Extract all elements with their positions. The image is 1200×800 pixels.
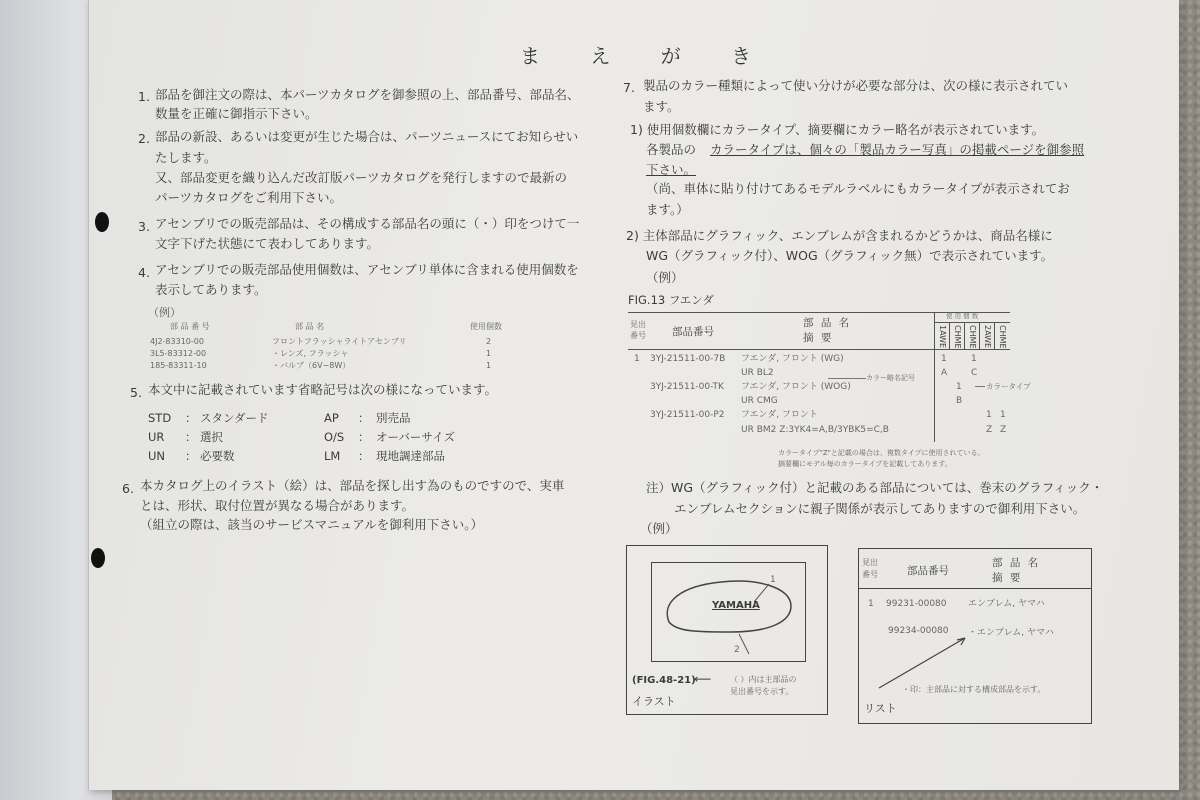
fig13-row-1-qty: 1 bbox=[941, 354, 947, 364]
fig13-row-2-qty: A bbox=[941, 368, 948, 378]
example-row-1-part: 4J2-83310-00 bbox=[150, 337, 204, 346]
list-row-1-part: 99231-00080 bbox=[886, 599, 947, 609]
fig13-sub-divider-4 bbox=[994, 322, 995, 349]
abbr-3-code: UR bbox=[148, 430, 165, 444]
fig13-h-name-2: 摘 要 bbox=[803, 332, 834, 344]
note-line-1: 注）WG（グラフィック付）と記載のある部品については、巻末のグラフィック・ bbox=[646, 480, 1104, 495]
callout-1: 1 bbox=[770, 575, 776, 585]
sub2-line-2: WG（グラフィック付）、WOG（グラフィック無）で表示されています。 bbox=[646, 248, 1054, 263]
list-h-no-2: 番号 bbox=[862, 570, 878, 579]
item-3-line-2: 文字下げた状態にて表わしてあります。 bbox=[155, 236, 380, 251]
fig13-row-1-name: フエンダ, フロント (WG) bbox=[741, 354, 844, 364]
callout-2: 2 bbox=[734, 645, 740, 655]
page-title: ま え が き bbox=[520, 44, 774, 68]
binding-hole-bottom bbox=[91, 548, 105, 568]
sub1-line-2b: カラータイプは、個々の「製品カラー写真」の掲載ページを御参照 bbox=[710, 142, 1085, 157]
abbr-6-colon: ： bbox=[358, 449, 370, 463]
list-note: ・印：主部品に対する構成部品を示す。 bbox=[902, 685, 1046, 694]
item-2-line-4: パーツカタログをご利用下さい。 bbox=[155, 190, 343, 205]
fig13-h-col-5: CHME bbox=[998, 325, 1007, 349]
fig13-row-6-qty: Z bbox=[986, 425, 993, 435]
item-2-line-3: 又、部品変更を織り込んだ改訂版パーツカタログを発行しますので最新の bbox=[155, 170, 568, 185]
color-code-note: カラー略名記号 bbox=[866, 374, 915, 382]
item-4-line-2: 表示してあります。 bbox=[155, 282, 267, 297]
binding-hole-top bbox=[95, 212, 109, 232]
fig13-h-col-1: 1AWE bbox=[938, 325, 947, 349]
list-h-name-2: 摘 要 bbox=[992, 572, 1023, 584]
item-5-line-1: 本文中に記載されています省略記号は次の様になっています。 bbox=[148, 382, 498, 397]
fig13-h-part: 部品番号 bbox=[672, 326, 714, 338]
fig-note-1: （ ）内は主部品の bbox=[730, 675, 797, 684]
item-3-num: 3. bbox=[138, 219, 150, 234]
fig13-row-4-qty: B bbox=[956, 396, 963, 406]
fig13-h-no-2: 番号 bbox=[630, 331, 646, 340]
abbr-1-meaning: スタンダード bbox=[200, 411, 269, 425]
sub1-line-1: 1) 使用個数欄にカラータイプ、摘要欄にカラー略名が表示されています。 bbox=[630, 122, 1045, 137]
sub2-example: （例） bbox=[646, 270, 684, 285]
fig13-h-col-3: CHME bbox=[968, 325, 977, 349]
example-row-1-qty: 2 bbox=[486, 337, 492, 346]
list-row-2-name: ・エンブレム, ヤマハ bbox=[968, 628, 1054, 638]
example-label-right: （例） bbox=[640, 521, 678, 536]
fig13-row-5-qty: 1 bbox=[986, 410, 992, 420]
list-row-1-name: エンブレム, ヤマハ bbox=[968, 599, 1045, 609]
fig13-row-2-name: UR BL2 bbox=[741, 368, 774, 378]
abbr-2-colon: ： bbox=[358, 411, 370, 425]
list-h-no-1: 見出 bbox=[862, 558, 878, 567]
list-pointer-arrow bbox=[875, 632, 975, 692]
fig13-row-1-no: 1 bbox=[634, 354, 640, 364]
fig13-h-no-1: 見出 bbox=[630, 320, 646, 329]
fig13-h-name-1: 部 品 名 bbox=[803, 317, 852, 329]
fig13-row-3-name: フエンダ, フロント (WOG) bbox=[741, 382, 851, 392]
item-3-line-1: アセンブリでの販売部品は、その構成する部品名の頭に（・）印をつけて一 bbox=[155, 216, 580, 231]
example-row-2-part: 3L5-83312-00 bbox=[150, 349, 207, 358]
note-line-2: エンブレムセクションに親子関係が表示してありますので御利用下さい。 bbox=[674, 501, 1086, 516]
list-label: リスト bbox=[864, 702, 897, 715]
fig13-col-divider bbox=[934, 312, 935, 442]
item-7-num: 7. bbox=[623, 80, 635, 95]
sub1-line-5: ます。） bbox=[646, 202, 689, 217]
fig13-row-6-name: UR BM2 Z:3YK4=A,B/3YBK5=C,B bbox=[741, 425, 889, 435]
item-7-line-2: ます。 bbox=[643, 99, 680, 114]
abbr-5-code: UN bbox=[148, 449, 166, 463]
item-1-num: 1. bbox=[138, 89, 150, 104]
arrow-icon: ⟵ bbox=[694, 672, 712, 686]
fig13-row-3-part: 3YJ-21511-00-TK bbox=[650, 382, 724, 392]
item-6-line-3: （組立の際は、該当のサービスマニュアルを御利用下さい。） bbox=[140, 517, 484, 532]
fig13-sub-divider-1 bbox=[949, 322, 950, 349]
example-header-name: 部 品 名 bbox=[295, 322, 325, 331]
example-row-3-qty: 1 bbox=[486, 361, 492, 370]
sub1-line-3: 下さい。 bbox=[646, 162, 697, 177]
item-5-num: 5. bbox=[130, 385, 142, 400]
color-type-leader bbox=[975, 386, 985, 387]
item-6-line-2: とは、形状、取付位置が異なる場合があります。 bbox=[140, 498, 415, 513]
abbr-3-colon: ： bbox=[185, 430, 197, 444]
example-header-qty: 使用個数 bbox=[470, 322, 502, 331]
tank-drawing bbox=[651, 562, 811, 662]
abbr-1-code: STD bbox=[148, 411, 172, 425]
example-header-part: 部 品 番 号 bbox=[170, 322, 210, 331]
fig13-h-col-4: 2AWE bbox=[983, 325, 992, 349]
item-7-line-1: 製品のカラー種類によって使い分けが必要な部分は、次の様に表示されてい bbox=[643, 78, 1069, 93]
item-2-line-2: たします。 bbox=[155, 150, 217, 165]
fig13-sub-divider-3 bbox=[979, 322, 980, 349]
fig13-header-rule bbox=[628, 349, 1010, 350]
fig13-row-5-qty2: 1 bbox=[1000, 410, 1006, 420]
abbr-6-meaning: 現地調達部品 bbox=[376, 449, 445, 463]
item-1-line-2: 数量を正確に御指示下さい。 bbox=[155, 106, 318, 121]
item-2-num: 2. bbox=[138, 131, 150, 146]
fig13-sub-divider-2 bbox=[964, 322, 965, 349]
abbr-6-code: LM bbox=[324, 449, 341, 463]
fig13-row-2-qty2: C bbox=[971, 368, 978, 378]
fig13-row-5-name: フエンダ, フロント bbox=[741, 410, 818, 420]
example-row-2-name: ・レンズ, フラッシャ bbox=[272, 349, 349, 358]
abbr-5-colon: ： bbox=[185, 449, 197, 463]
color-code-leader bbox=[828, 378, 866, 379]
item-6-num: 6. bbox=[122, 481, 134, 496]
color-type-note: カラータイプ bbox=[986, 382, 1031, 391]
list-row-2-part: 99234-00080 bbox=[888, 626, 949, 636]
abbr-2-code: AP bbox=[324, 411, 339, 425]
fig13-row-6-qty2: Z bbox=[1000, 425, 1007, 435]
fig13-h-col-2: CHME bbox=[953, 325, 962, 349]
item-4-line-1: アセンブリでの販売部品使用個数は、アセンブリ単体に含まれる使用個数を bbox=[155, 262, 579, 277]
fig13-row-1-part: 3YJ-21511-00-7B bbox=[650, 354, 726, 364]
example-row-3-name: ・バルブ（6V−8W） bbox=[272, 361, 351, 370]
list-h-name-1: 部 品 名 bbox=[992, 557, 1041, 569]
fig13-row-3-qty: 1 bbox=[956, 382, 962, 392]
example-row-2-qty: 1 bbox=[486, 349, 492, 358]
example-label-left: （例） bbox=[148, 306, 181, 319]
list-header-rule bbox=[858, 588, 1092, 589]
sub1-line-2a: 各製品の bbox=[646, 142, 697, 157]
sub2-line-1: 2) 主体部品にグラフィック、エンブレムが含まれるかどうかは、商品名様に bbox=[626, 228, 1053, 243]
fig13-footnote-2: 摘要欄にモデル毎のカラータイプを記載してあります。 bbox=[778, 460, 952, 468]
sub1-line-4: （尚、車体に貼り付けてあるモデルラベルにもカラータイプが表示されてお bbox=[646, 181, 1070, 196]
item-6-line-1: 本カタログ上のイラスト（絵）は、部品を探し出す為のものですので、実車 bbox=[140, 478, 565, 493]
fig13-row-5-part: 3YJ-21511-00-P2 bbox=[650, 410, 725, 420]
abbr-4-meaning: オーバーサイズ bbox=[376, 430, 456, 444]
abbr-4-colon: ： bbox=[358, 430, 370, 444]
abbr-3-meaning: 選択 bbox=[200, 430, 223, 444]
item-2-line-1: 部品の新設、あるいは変更が生じた場合は、パーツニュースにてお知らせい bbox=[155, 129, 579, 144]
fig13-row-4-name: UR CMG bbox=[741, 396, 778, 406]
abbr-4-code: O/S bbox=[324, 430, 345, 444]
fig-reference: (FIG.48-21) bbox=[632, 675, 696, 686]
fig13-title: FIG.13 フエンダ bbox=[628, 293, 714, 307]
fig13-row-1-qty2: 1 bbox=[971, 354, 977, 364]
list-h-part: 部品番号 bbox=[907, 565, 949, 577]
example-row-3-part: 185-83311-10 bbox=[150, 361, 207, 370]
abbr-5-meaning: 必要数 bbox=[200, 449, 235, 463]
illustration-label: イラスト bbox=[632, 695, 676, 708]
abbr-1-colon: ： bbox=[185, 411, 197, 425]
fig-note-2: 見出番号を示す。 bbox=[730, 687, 794, 696]
fig13-footnote-1: カラータイプ"Z"と記載の場合は、複数タイプに使用されている。 bbox=[778, 449, 985, 457]
example-row-1-name: フロントフラッシャライトアセンブリ bbox=[272, 337, 407, 346]
list-row-1-no: 1 bbox=[868, 599, 874, 609]
abbr-2-meaning: 別売品 bbox=[376, 411, 411, 425]
item-4-num: 4. bbox=[138, 265, 150, 280]
item-1-line-1: 部品を御注文の際は、本パーツカタログを御参照の上、部品番号、部品名、 bbox=[155, 87, 580, 102]
fig13-usage-rule bbox=[934, 322, 1010, 323]
yamaha-logo: YAMAHA bbox=[712, 600, 760, 611]
fig13-h-usage: 使 用 個 数 bbox=[946, 312, 979, 320]
